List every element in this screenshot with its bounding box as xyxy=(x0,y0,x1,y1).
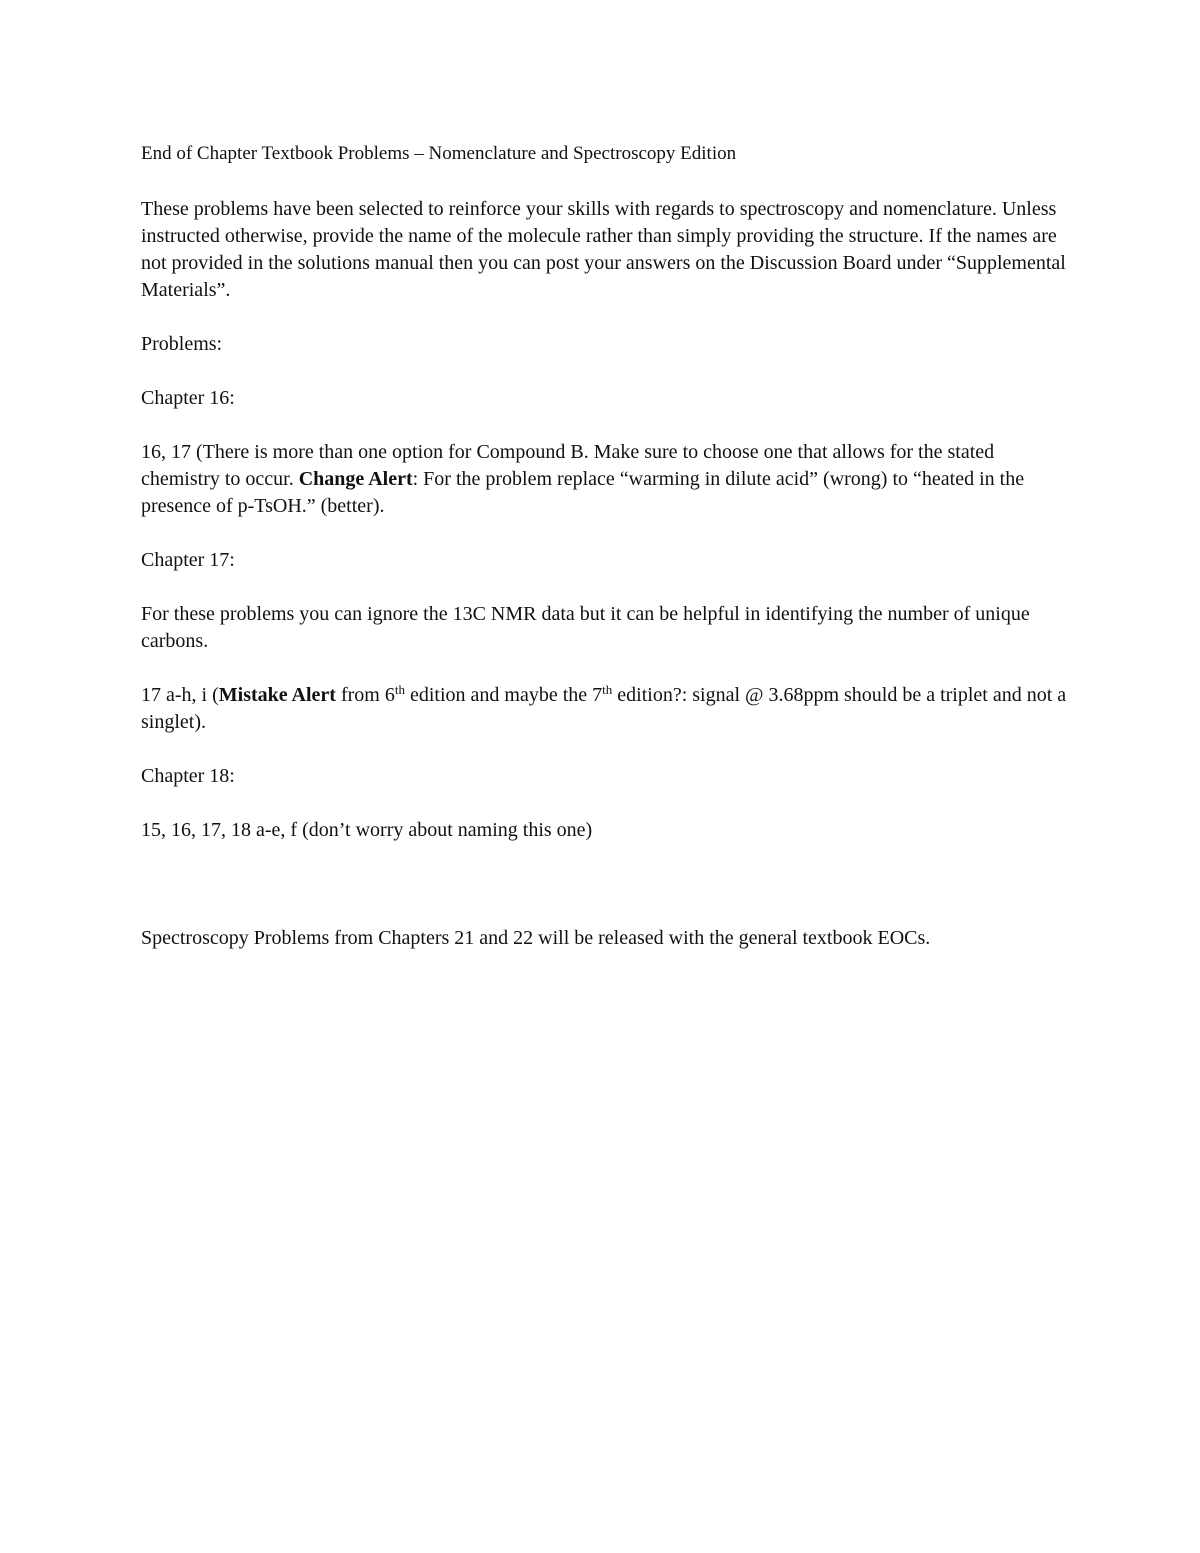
document-body xyxy=(141,140,1071,979)
document-title: End of Chapter Textbook Problems – Nomenclature and Spectroscopy Edition xyxy=(141,143,737,164)
chapter-17-problems xyxy=(141,682,1071,736)
chapter-18-problems: 15, 16, 17, 18 a-e, f (don’t worry about naming this one) xyxy=(141,819,593,841)
chapter-17-heading: Chapter 17: xyxy=(141,549,235,571)
ordinal-suffix-1: th xyxy=(394,682,405,697)
change-alert-label: Change Alert xyxy=(298,468,413,490)
chapter-16-problems xyxy=(141,439,1071,520)
intro-paragraph: These problems have been selected to reinforce your skills with regards to spectroscopy and nomenclature. Unless instructed otherwise, provide the name of the molecule rather than simply providing the structure. If the names are not provided in the solutions manual then you can post your answers on the Discussion Board under “Supplemental Materials”. xyxy=(141,198,1066,301)
chapter-18-heading: Chapter 18: xyxy=(141,765,235,787)
closing-note: Spectroscopy Problems from Chapters 21 and 22 will be released with the general textbook EOCs. xyxy=(141,927,931,949)
chapter-17-text-mid: edition and maybe the 7 xyxy=(404,684,603,706)
chapter-17-text-start: 17 a-h, i ( xyxy=(141,684,219,706)
chapter-17-text-from: from 6 xyxy=(335,684,395,706)
chapter-17-text-end: edition?: signal @ 3.68ppm should be a triplet and not a singlet). xyxy=(141,684,1067,733)
mistake-alert-label: Mistake Alert xyxy=(218,684,336,706)
problems-label: Problems: xyxy=(141,333,223,355)
ordinal-suffix-2: th xyxy=(602,682,613,697)
chapter-17-note: For these problems you can ignore the 13C NMR data but it can be helpful in identifying the number of unique carbons. xyxy=(141,603,1030,652)
chapter-16-heading: Chapter 16: xyxy=(141,387,235,409)
chapter-16-text-2: : For the problem replace “warming in dilute acid” (wrong) to “heated in the presence of p-TsOH.” (better). xyxy=(141,468,1025,517)
chapter-16-text-1: 16, 17 (There is more than one option for Compound B. Make sure to choose one that allows for the stated chemistry to occur. xyxy=(141,441,995,490)
